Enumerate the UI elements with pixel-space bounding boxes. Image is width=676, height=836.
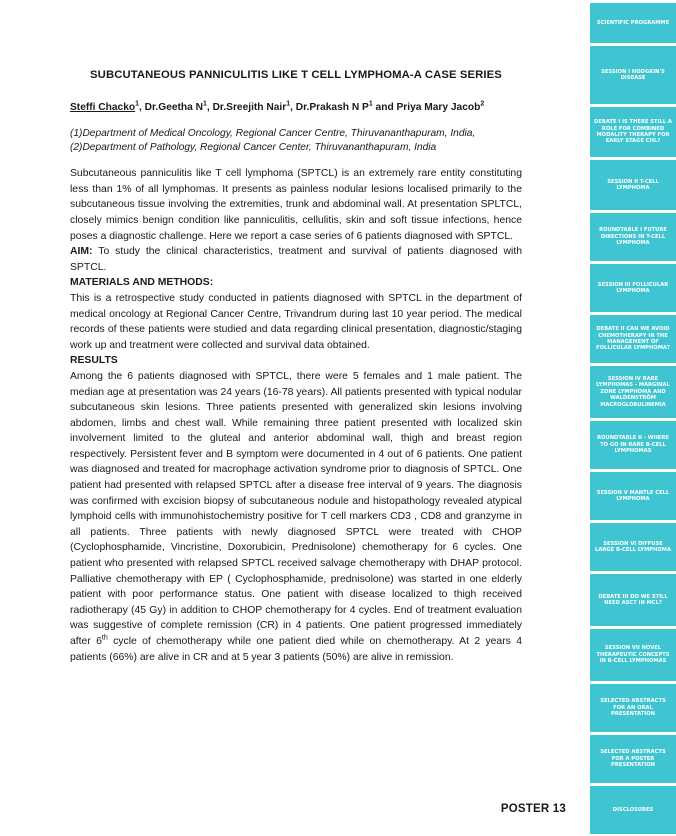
author-affiliation-mark: 2	[480, 100, 485, 108]
nav-item-roundtable-2[interactable]: ROUNDTABLE II - WHERE TO GO IN RARE B-CELL LYMPHOMAS	[590, 421, 676, 469]
nav-item-oral-abstracts[interactable]: SELECTED ABSTRACTS FOR AN ORAL PRESENTATION	[590, 684, 676, 732]
methods-paragraph: This is a retrospective study conducted in patients diagnosed with SPTCL in the department of medical oncology at Regional Cancer Centre, Trivandrum during last 10 year period. The medical records of these patients were studied and data regarding clinical presentation, diagnostic/staging work up and treatment were collected and survival data obtained.	[70, 292, 522, 351]
affiliations	[70, 127, 522, 154]
author-list	[70, 100, 522, 116]
co-author: and Priya Mary Jacob	[372, 101, 481, 113]
nav-item-roundtable-1[interactable]: ROUNDTABLE I FUTURE DIRECTIONS IN T-CELL LYMPHOMA	[590, 213, 676, 261]
nav-item-disclosures[interactable]: DISCLOSURES	[590, 786, 676, 834]
author-affiliation-mark: 1	[135, 100, 140, 108]
nav-item-scientific-programme[interactable]: SCIENTIFIC PROGRAMME	[590, 3, 676, 43]
nav-item-session-5[interactable]: SESSION V MANTLE CELL LYMPHOMA	[590, 472, 676, 520]
aim-text: To study the clinical characteristics, treatment and survival of patients diagnosed with SPTCL.	[70, 246, 522, 273]
abstract-content	[70, 68, 522, 665]
nav-item-session-7[interactable]: SESSION VII NOVEL THERAPEUTIC CONCEPTS IN B-CELL LYMPHOMAS	[590, 629, 676, 681]
results-text: cycle of chemotherapy while one patient died while on chemotherapy. At 2 years 4 patients (66%) are alive in CR and at 5 year 3 patients (50%) are alive in remission.	[70, 636, 522, 663]
abstract-title: SUBCUTANEOUS PANNICULITIS LIKE T CELL LYMPHOMA-A CASE SERIES	[90, 69, 502, 81]
nav-item-debate-2[interactable]: DEBATE II CAN WE AVOID CHEMOTHERAPY IN THE MANAGEMENT OF FOLLICULAR LYMPHOMA?	[590, 315, 676, 363]
results-heading: RESULTS	[70, 355, 118, 367]
nav-item-debate-3[interactable]: DEBATE III DO WE STILL NEED ASCT IN MCL?	[590, 574, 676, 626]
results-paragraph	[70, 369, 522, 665]
section-nav-sidebar	[590, 0, 676, 836]
affiliation-line: (2)Department of Pathology, Regional Cancer Center, Thiruvananthapuram, India	[70, 141, 437, 153]
first-author: Steffi Chacko	[70, 101, 136, 113]
results-text: Among the 6 patients diagnosed with SPTCL, there were 5 females and 1 male patient. The median age at presentation was 24 years (16-78 years). All patients presented with typical nodular subcutaneous skin lesions. Three patients presented with generalized skin lesions involving abdomen, limbs and chest wall. While remaining three patient presented with localized skin involvement limited to the gluteal and anterior abdominal wall, thigh and breast region respectively. Persistent fever and B symptom were documented in 4 out of 6 patients. One patient was diagnosed and treated for macrophage activation syndrome prior to diagnosis of SPTCL. One patient had presented with relapsed SPTCL after a disease free interval of 9 years. The diagnosis was confirmed with excision biopsy of subcutaneous nodule and histopathology revealed atypical lymphoid cells with immunohistochemistry positive for T cell markers CD3 , CD8 and granzyme in all patients. Three patients with newly diagnosed SPTCL were treated with CHOP (Cyclophosphamide, Vincristine, Doxorubicin, Prednisolone) chemotherapy for 6 cycles. One patient who presented with relapsed SPTCL received salvage chemotherapy with DHAP protocol. Palliative chemotherapy with EP ( Cyclophosphamide, prednisolone) was started in one elderly patient with poor performance status. One patient with disease localized to thigh received radiotherapy (45 Gy) in addition to CHOP chemotherapy for 4 cycles. End of treatment evaluation was suggestive of complete remission (CR) in 4 patients. One patient progressed immediately after 6	[70, 370, 522, 647]
nav-item-session-1[interactable]: SESSION I HODGKIN'S DISEASE	[590, 46, 676, 104]
co-author: , Dr.Prakash N P	[290, 101, 369, 113]
nav-item-debate-1[interactable]: DEBATE I IS THERE STILL A ROLE FOR COMBINED MODALITY THERAPY FOR EARLY STAGE CHL?	[590, 107, 676, 157]
nav-item-session-4[interactable]: SESSION IV RARE LYMPHOMAS - MARGINAL ZONE LYMPHOMA AND WALDENSTRÖM MACROGLOBULINEMIA	[590, 366, 676, 418]
nav-item-session-2[interactable]: SESSION II T-CELL LYMPHOMA	[590, 160, 676, 210]
aim-paragraph	[70, 244, 522, 275]
nav-item-session-6[interactable]: SESSION VI DIFFUSE LARGE B-CELL LYMPHOMA	[590, 523, 676, 571]
poster-number: POSTER 13	[500, 803, 566, 815]
aim-label: AIM:	[70, 246, 93, 258]
author-affiliation-mark: 1	[286, 100, 291, 108]
introduction-paragraph: Subcutaneous panniculitis like T cell lymphoma (SPTCL) is an extremely rare entity constituting less than 1% of all lymphomas. It presents as painless nodular lesions localised primarily to the subcutaneous tissue involving the extremities, trunk and abdominal wall. At presentation SPLTCL, closely mimics benign condition like panniculitis, cellulitis, skin and soft tissue infections, hence poses a diagnostic challenge. Here we report a case series of 6 patients diagnosed with SPTCL.	[70, 168, 522, 242]
co-author: , Dr.Sreejith Nair	[206, 101, 287, 113]
methods-heading: MATERIALS AND METHODS:	[70, 277, 214, 289]
nav-item-session-3[interactable]: SESSION III FOLLICULAR LYMPHOMA	[590, 264, 676, 312]
nav-item-poster-abstracts[interactable]: SELECTED ABSTRACTS FOR A POSTER PRESENTATION	[590, 735, 676, 783]
author-affiliation-mark: 1	[203, 100, 207, 108]
author-affiliation-mark: 1	[368, 100, 373, 108]
affiliation-line: (1)Department of Medical Oncology, Regional Cancer Centre, Thiruvananthapuram, India,	[70, 128, 476, 140]
co-author: , Dr.Geetha N	[139, 101, 203, 113]
ordinal-suffix: th	[101, 634, 108, 642]
